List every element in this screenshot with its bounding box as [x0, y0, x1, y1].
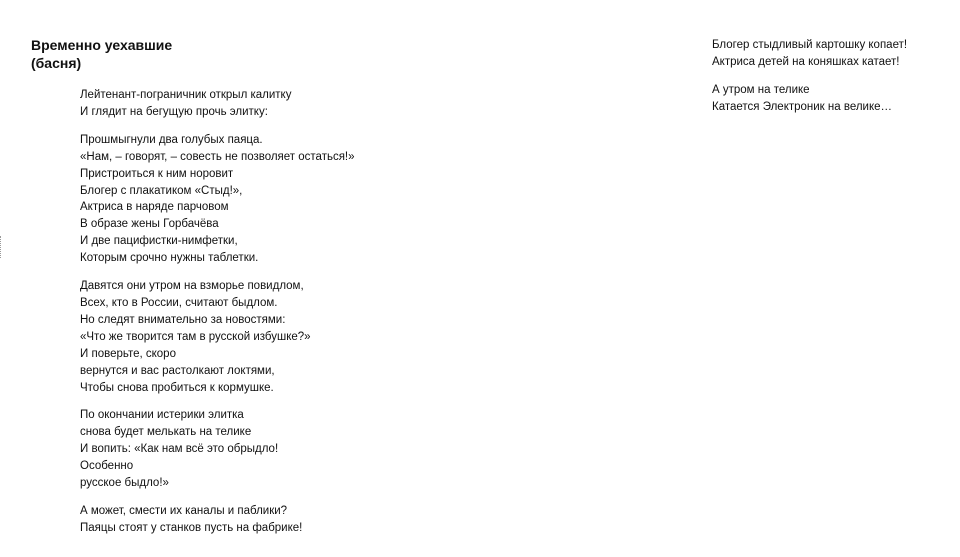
poem-line: А утром на телике	[712, 83, 810, 96]
stanza	[80, 503, 500, 537]
poem-line: Которым срочно нужны таблетки.	[80, 252, 259, 265]
poem-subtitle-line: (басня)	[31, 55, 82, 71]
poem-line: Паяцы стоят у станков пусть на фабрике!	[80, 521, 303, 534]
poem-line: Прошмыгнули два голубых паяца.	[80, 133, 263, 146]
poem-line: И поверьте, скоро	[80, 347, 176, 360]
stanza	[712, 82, 952, 116]
poem-line: Блогер с плакатиком «Стыд!»,	[80, 184, 243, 197]
poem-line: Пристроиться к ним норовит	[80, 167, 234, 180]
poem-line: Чтобы снова пробиться к кормушке.	[80, 381, 274, 394]
poem-line: Но следят внимательно за новостями:	[80, 313, 286, 326]
poem-line: И две пацифистки-нимфетки,	[80, 235, 238, 248]
stanza	[80, 407, 500, 492]
poem-line: По окончании истерики элитка	[80, 409, 244, 422]
stanza	[80, 87, 500, 121]
stanza	[80, 132, 500, 267]
poem-line: В образе жены Горбачёва	[80, 218, 219, 231]
poem-line: Особенно	[80, 460, 134, 473]
poem-line: И глядит на бегущую прочь элитку:	[80, 105, 268, 118]
poem-line: русское быдло!»	[80, 477, 169, 490]
poem-body	[80, 87, 500, 537]
poem-line: Актриса в наряде парчовом	[80, 201, 229, 214]
poem-line: И вопить: «Как нам всё это обрыдло!	[80, 443, 279, 456]
poem-line: Актриса детей на коняшках катает!	[712, 55, 900, 68]
stanza	[80, 278, 500, 396]
poem-continuation	[712, 37, 952, 127]
poem-line: Катается Электроник на велике…	[712, 100, 893, 113]
poem-title-line: Временно уехавшие	[31, 37, 173, 53]
poem-line: Лейтенант-пограничник открыл калитку	[80, 89, 292, 101]
poem-title	[31, 36, 172, 72]
poem-line: Давятся они утром на взморье повидлом,	[80, 280, 304, 293]
poem-line: вернутся и вас растолкают локтями,	[80, 364, 275, 377]
poem-line: А может, смести их каналы и паблики?	[80, 504, 288, 517]
poem-line: Блогер стыдливый картошку копает!	[712, 39, 908, 51]
page-edge-mark	[0, 236, 3, 258]
poem-line: «Нам, – говорят, – совесть не позволяет остаться!»	[80, 150, 355, 163]
poem-line: снова будет мелькать на телике	[80, 426, 252, 439]
stanza	[712, 37, 952, 71]
poem-line: Всех, кто в России, считают быдлом.	[80, 296, 278, 309]
poem-line: «Что же творится там в русской избушке?»	[80, 330, 311, 343]
